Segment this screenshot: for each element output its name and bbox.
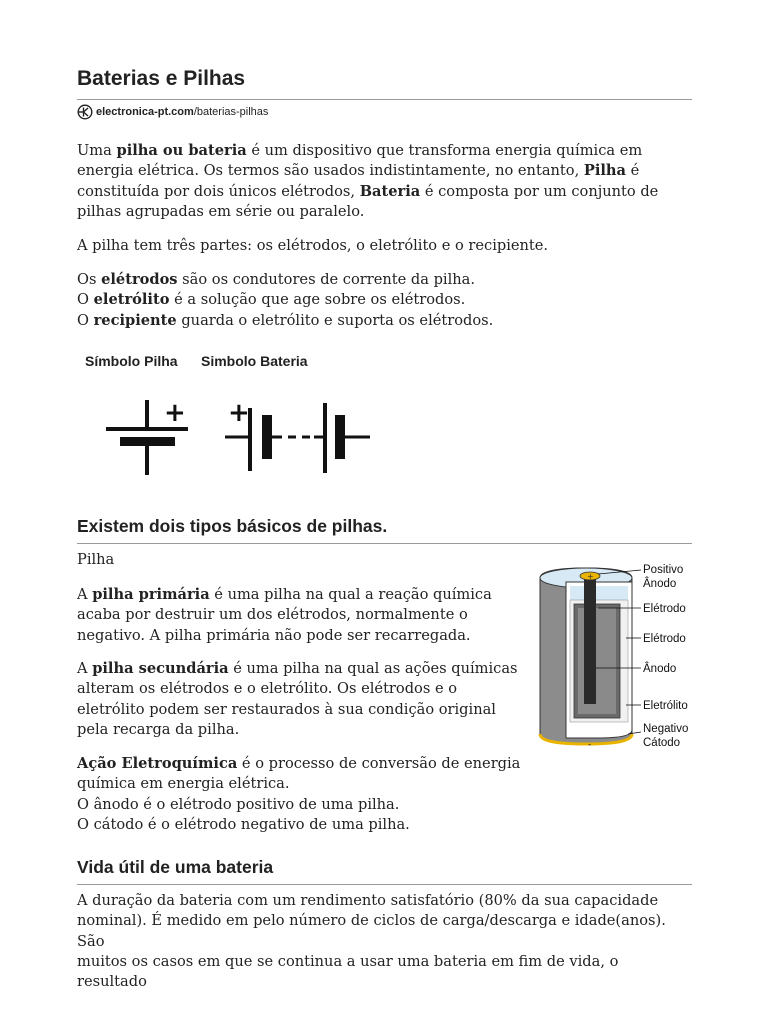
source-path: /baterias-pilhas — [193, 106, 269, 118]
svg-text:+: + — [228, 398, 250, 428]
electrochemical-paragraph: Ação Eletroquímica é o processo de conversão de energia química em energia elétrica. O ânodo é o elétrodo positivo de uma pilha. O cátodo é o elétrodo negativo de uma pilha. — [77, 755, 521, 833]
pilha-subtitle: Pilha — [77, 551, 115, 568]
site-logo-icon — [77, 104, 93, 120]
source-domain: electronica-pt.com — [96, 106, 194, 118]
section-divider — [77, 884, 692, 885]
svg-text:+: + — [164, 398, 186, 428]
battery-symbol-icon — [225, 398, 370, 473]
battery-symbol-label: Simbolo Bateria — [201, 353, 308, 369]
parts-definitions: Os elétrodos são os condutores de corrente da pilha. O eletrólito é a solução que age sobre os elétrodos. O recipiente guarda o eletrólito e suporta os elétrodos. — [77, 271, 494, 329]
label-negativo: Negativo — [643, 723, 689, 735]
label-anodo: Ânodo — [643, 663, 677, 675]
page-title: Baterias e Pilhas — [77, 67, 246, 90]
section-heading-lifetime: Vida útil de uma bateria — [77, 857, 274, 877]
circuit-symbols — [102, 395, 372, 480]
label-catodo: Cátodo — [643, 737, 681, 749]
section-divider — [77, 543, 692, 544]
label-positivo: Positivo — [643, 564, 684, 576]
label-eletrodo-1: Elétrodo — [643, 603, 686, 615]
label-eletrolito: Eletrólito — [643, 700, 688, 712]
lifetime-paragraph: A duração da bateria com um rendimento satisfatório (80% da sua capacidade nominal). É medido em pelo número de ciclos de carga/descarga e idade(anos). São muitos os casos em que se continua a usar uma bateria em fim de vida, o resultado — [77, 892, 666, 991]
source-link[interactable] — [77, 104, 268, 120]
label-anodo-top: Ânodo — [643, 578, 677, 590]
battery-cutaway-diagram — [536, 560, 696, 750]
primary-cell-paragraph: A pilha primária é uma pilha na qual a reação química acaba por destruir um dos elétrodos, normalmente o negativo. A pilha primária não pode ser recarregada. — [77, 586, 492, 644]
svg-text:+: + — [587, 572, 594, 581]
cell-symbol-label: Símbolo Pilha — [85, 353, 178, 369]
svg-text:-: - — [588, 740, 592, 750]
title-divider — [77, 99, 692, 100]
intro-paragraph: Uma pilha ou bateria é um dispositivo que transforma energia química em energia elétrica. Os termos são usados indistintamente, no entanto, Pilha é constituída por dois únicos elétrodos, Bateria é composta por um conjunto de pilhas agrupadas em série ou paralelo. — [77, 142, 659, 220]
cell-symbol-icon — [106, 398, 188, 475]
label-eletrodo-2: Elétrodo — [643, 633, 686, 645]
secondary-cell-paragraph: A pilha secundária é uma pilha na qual as ações químicas alteram os elétrodos e o eletrólito. Os elétrodos e o eletrólito podem ser restaurados à sua condição original pela recarga da pilha. — [77, 660, 518, 738]
section-heading-types: Existem dois tipos básicos de pilhas. — [77, 516, 388, 536]
parts-paragraph: A pilha tem três partes: os elétrodos, o eletrólito e o recipiente. — [77, 237, 549, 254]
